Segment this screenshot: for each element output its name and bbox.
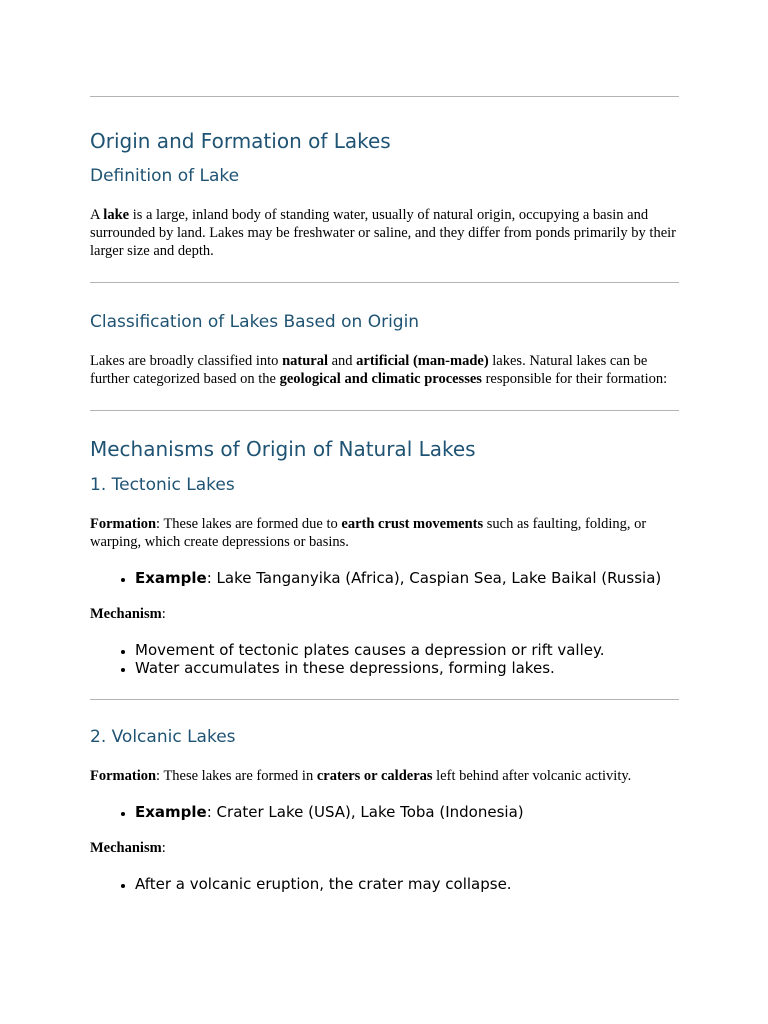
list-item: • After a volcanic eruption, the crater may collapse. <box>135 875 679 893</box>
divider <box>90 410 679 411</box>
definition-paragraph: A lake is a large, inland body of standing water, usually of natural origin, occupying a basin and surrounded by land. Lakes may be freshwater or saline, and they differ from ponds primarily by their larger size and depth. <box>90 207 677 259</box>
divider <box>90 699 679 700</box>
classification-heading: Classification of Lakes Based on Origin <box>90 312 420 332</box>
list-item: • Movement of tectonic plates causes a depression or rift valley. <box>135 641 679 659</box>
list-item: • Example: Crater Lake (USA), Lake Toba (Indonesia) <box>135 803 679 821</box>
tectonic-heading: 1. Tectonic Lakes <box>90 475 235 495</box>
volcanic-example-list <box>90 803 679 821</box>
list-item: • Water accumulates in these depressions, forming lakes. <box>135 659 679 677</box>
definition-heading: Definition of Lake <box>90 166 240 186</box>
divider <box>90 96 679 97</box>
tectonic-example-list <box>90 569 679 587</box>
volcanic-formation: Formation: These lakes are formed in craters or calderas left behind after volcanic activity. <box>90 768 632 784</box>
volcanic-mechanism-list <box>90 875 679 893</box>
tectonic-mechanism-label: Mechanism: <box>90 606 166 622</box>
classification-paragraph: Lakes are broadly classified into natural and artificial (man-made) lakes. Natural lakes can be further categorized based on the geological and climatic processes responsible for their formation: <box>90 353 668 387</box>
mechanisms-heading: Mechanisms of Origin of Natural Lakes <box>90 437 476 461</box>
volcanic-mechanism-label: Mechanism: <box>90 840 166 856</box>
page-title: Origin and Formation of Lakes <box>90 129 391 153</box>
list-item: • Example: Lake Tanganyika (Africa), Caspian Sea, Lake Baikal (Russia) <box>135 569 679 587</box>
volcanic-heading: 2. Volcanic Lakes <box>90 727 236 747</box>
tectonic-mechanism-list <box>90 641 679 677</box>
divider <box>90 282 679 283</box>
tectonic-formation: Formation: These lakes are formed due to earth crust movements such as faulting, folding, or warping, which create depressions or basins. <box>90 516 647 550</box>
document-page <box>90 96 679 893</box>
